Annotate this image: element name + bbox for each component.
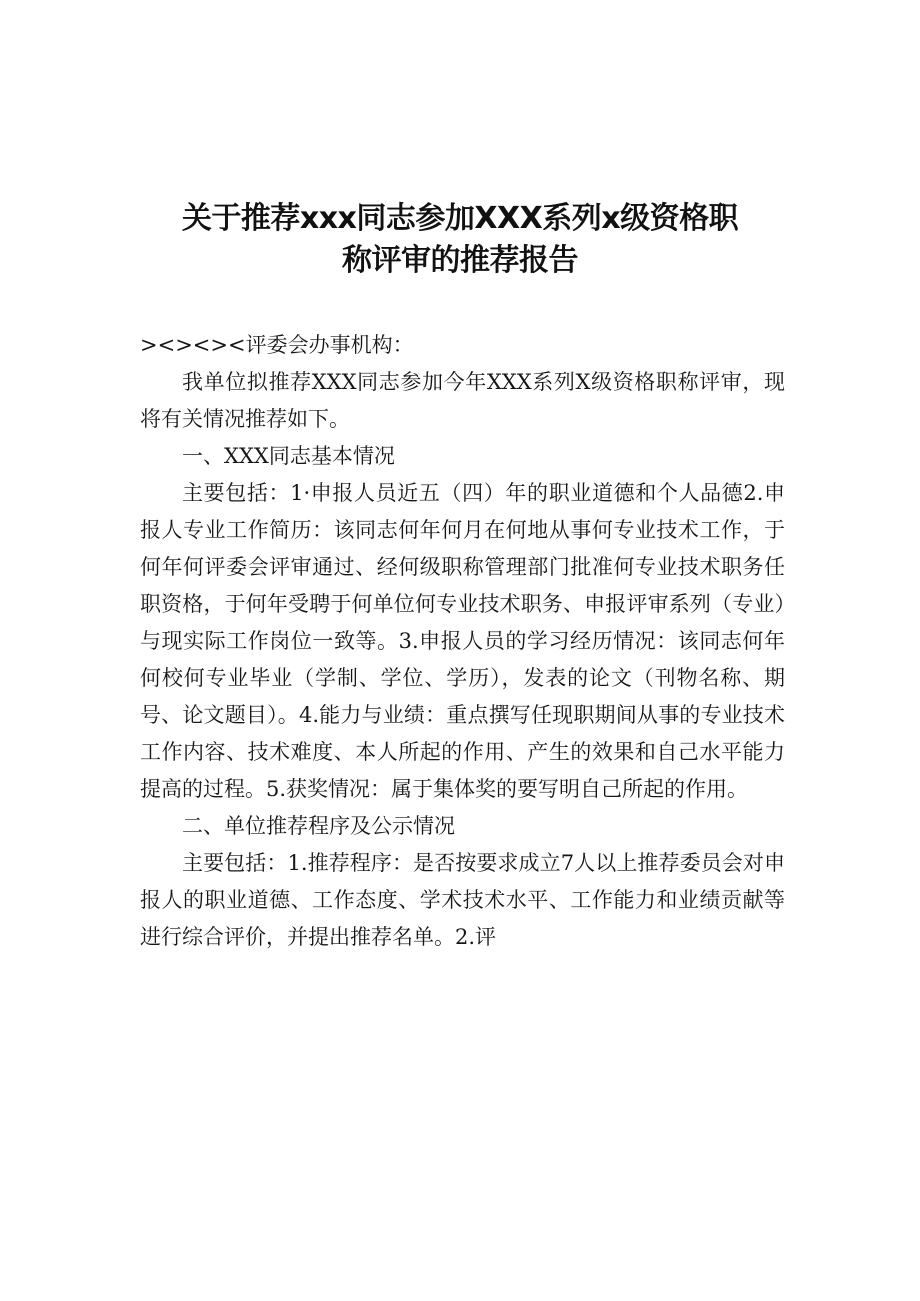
section-2-heading: 二、单位推荐程序及公示情况 bbox=[182, 814, 455, 838]
section-2-body: 主要包括：1.推荐程序：是否按要求成立7人以上推荐委员会对申报人的职业道德、工作态度、学术技术水平、工作能力和业绩贡献等进行综合评价，并提出推荐名单。2.评 bbox=[140, 851, 785, 949]
document-title bbox=[140, 198, 780, 282]
title-line-2: 称评审的推荐报告 bbox=[342, 243, 578, 278]
title-line-1: 关于推荐xxx同志参加XXX系列x级资格职 bbox=[181, 201, 739, 236]
intro-paragraph: 我单位拟推荐XXX同志参加今年XXX系列X级资格职称评审，现将有关情况推荐如下。 bbox=[140, 370, 785, 431]
document-body bbox=[140, 326, 785, 956]
section-1-body: 主要包括：1·申报人员近五（四）年的职业道德和个人品德2.申报人专业工作简历：该同志何年何月在何地从事何专业技术工作，于何年何评委会评审通过、经何级职称管理部门批准何专业技术职务任职资格，于何年受聘于何单位何专业技术职务、申报评审系列（专业）与现实际工作岗位一致等。3.申报人员的学习经历情况：该同志何年何校何专业毕业（学制、学位、学历），发表的论文（刊物名称、期号、论文题目）。4.能力与业绩：重点撰写任现职期间从事的专业技术工作内容、技术难度、本人所起的作用、产生的效果和自己水平能力提高的过程。5.获奖情况：属于集体奖的要写明自己所起的作用。 bbox=[140, 481, 785, 801]
section-1-heading: 一、XXX同志基本情况 bbox=[182, 444, 395, 468]
salutation: ><><><评委会办事机构： bbox=[140, 333, 414, 357]
